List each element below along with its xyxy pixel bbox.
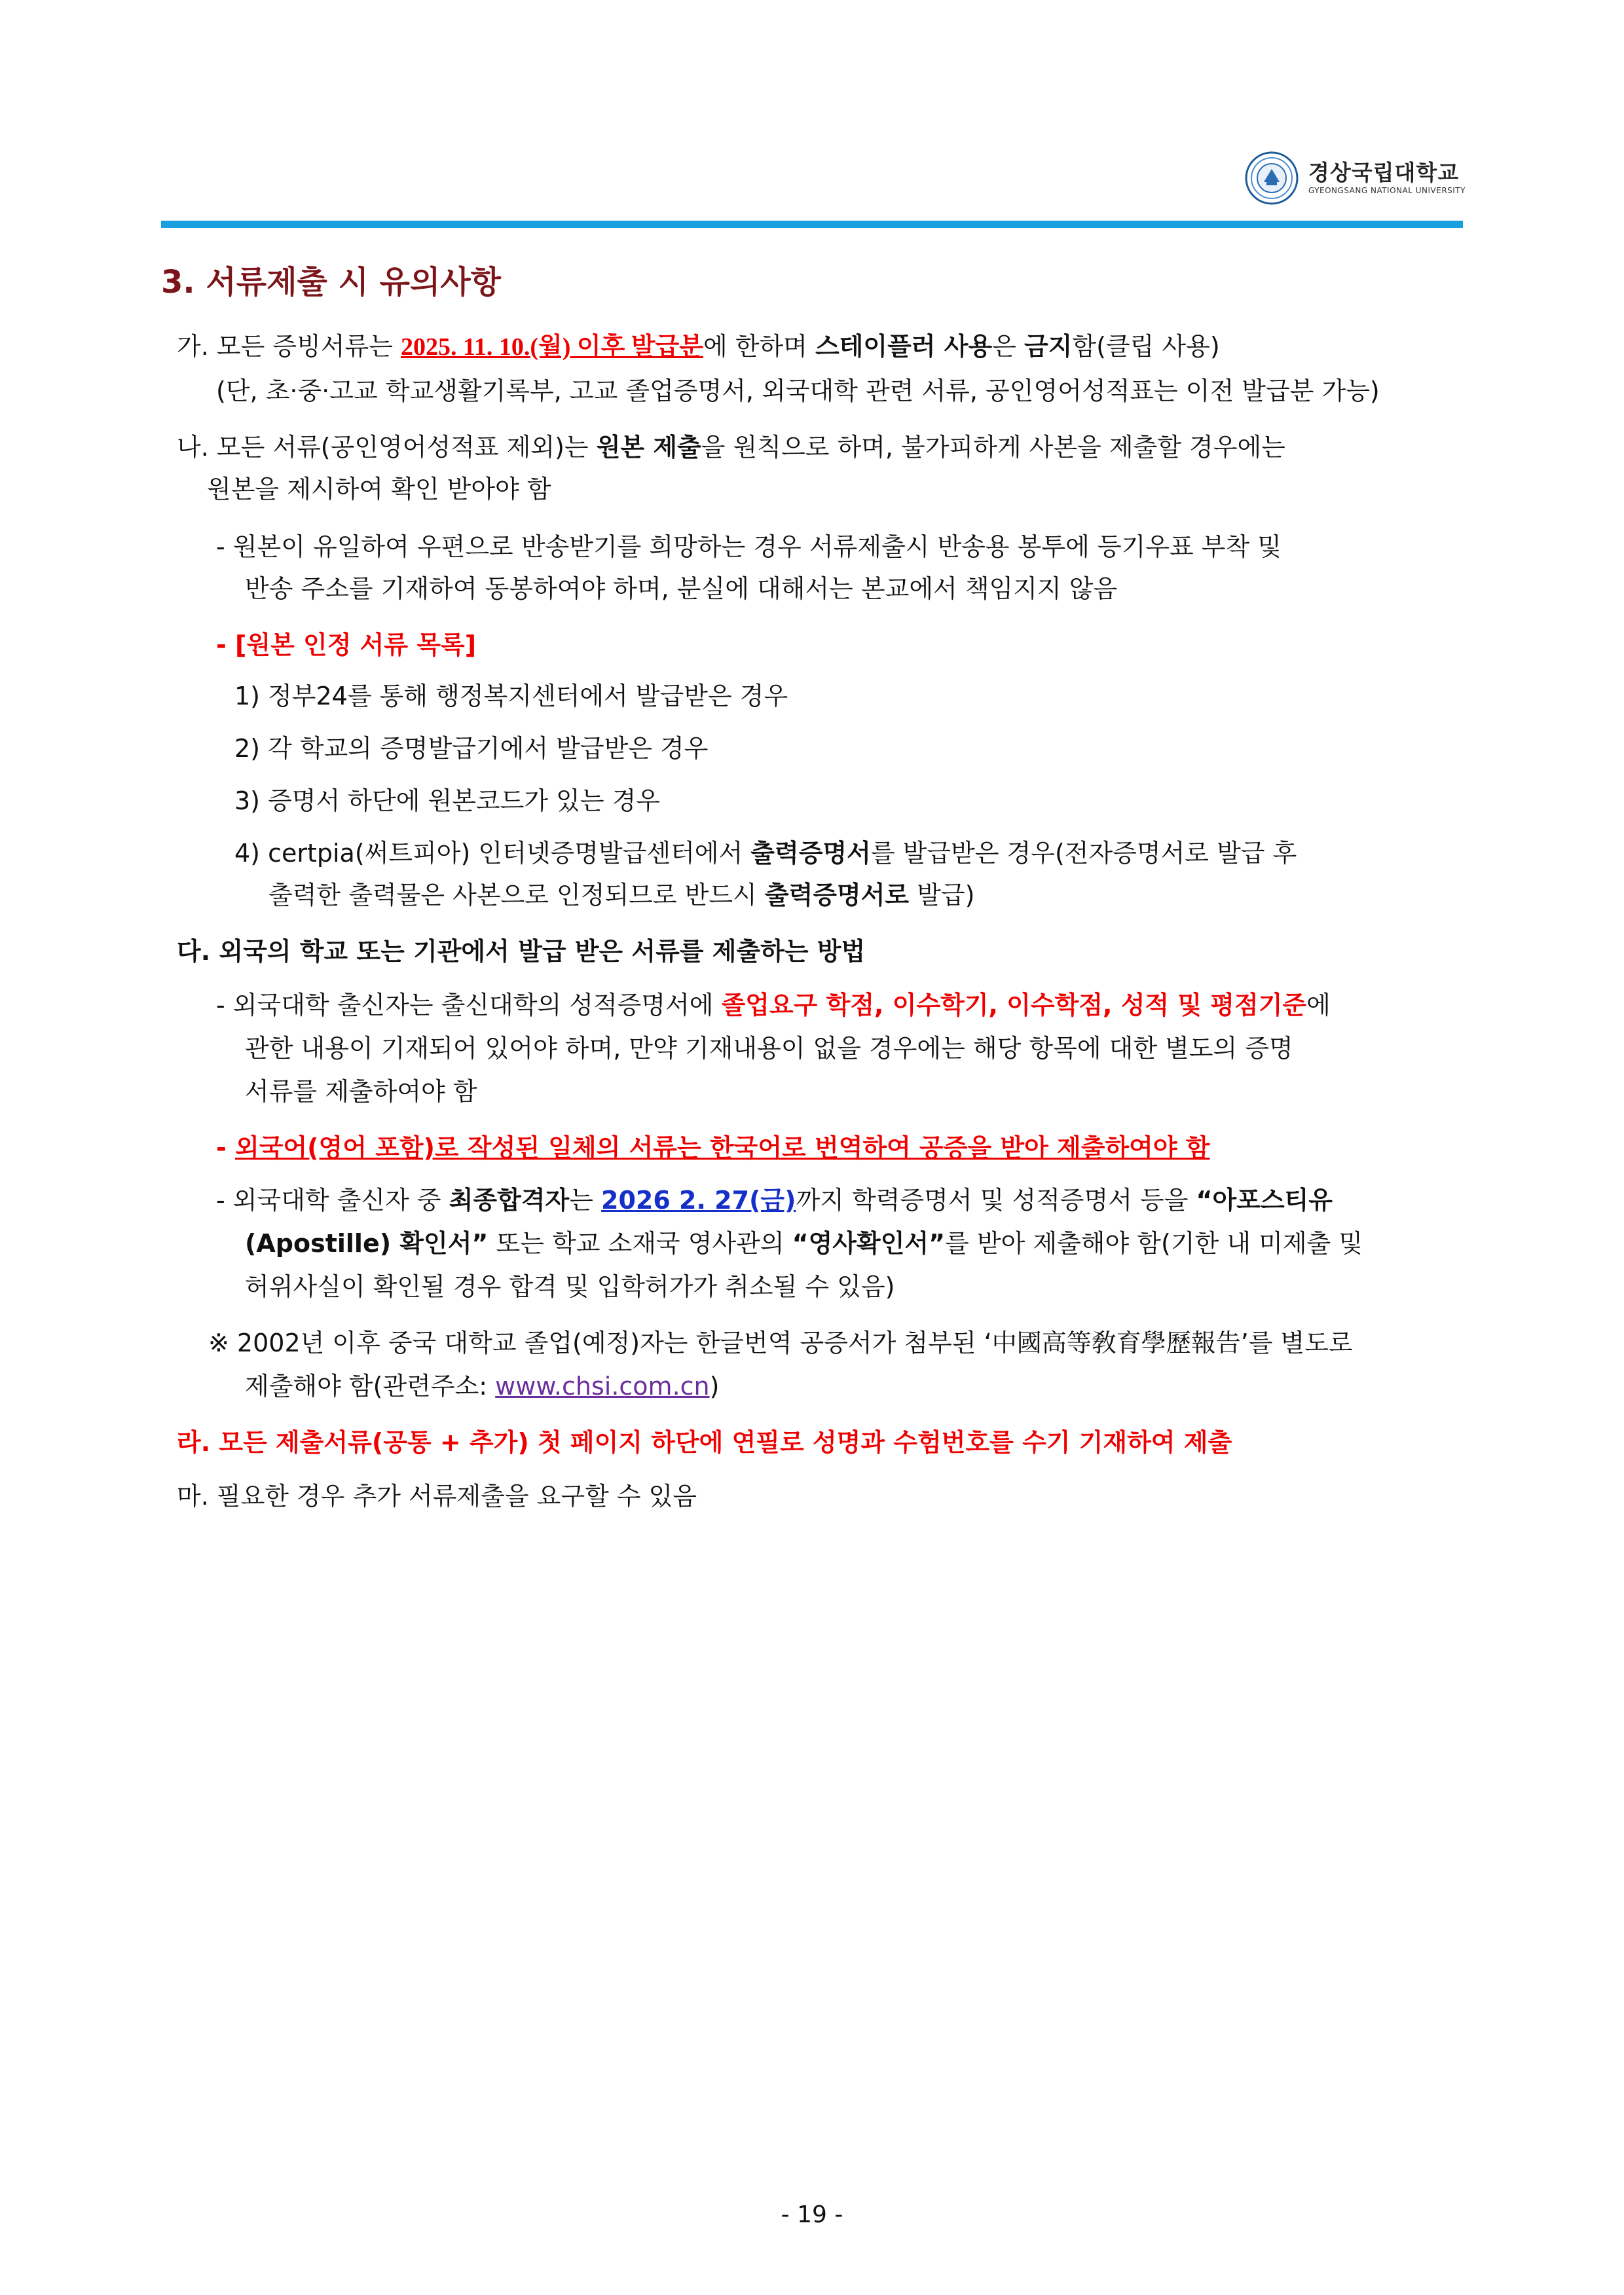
text-segment: 에 한하며 <box>703 332 815 361</box>
university-name: 경상국립대학교 <box>1308 160 1460 185</box>
print-certificate-bold: 출력증명서 <box>750 839 871 868</box>
final-admittee-bold: 최종합격자 <box>449 1186 570 1215</box>
item-da-sub2 <box>216 1131 1210 1164</box>
consular-confirmation-bold: “영사확인서” <box>792 1229 946 1258</box>
item-ga-line1 <box>177 330 1220 363</box>
item-ra: 라. 모든 제출서류(공통 + 추가) 첫 페이지 하단에 연필로 성명과 수험번호를 수기 기재하여 제출 <box>177 1428 1232 1457</box>
item-na-line2: 원본을 제시하여 확인 받아야 함 <box>207 475 551 504</box>
text-segment: 출력한 출력물은 사본으로 인정되므로 반드시 <box>268 881 765 909</box>
stapler-bold: 스테이플러 사용 <box>815 332 993 361</box>
item-da-sub3-line2 <box>245 1227 1363 1260</box>
text-segment: 를 받아 제출해야 함(기한 내 미제출 및 <box>945 1229 1363 1258</box>
item-da-title: 다. 외국의 학교 또는 기관에서 발급 받은 서류를 제출하는 방법 <box>177 937 866 966</box>
text-segment: 모든 서류(공인영어성적표 제외)는 <box>208 433 597 462</box>
text-segment: 을 원칙으로 하며, 불가피하게 사본을 제출할 경우에는 <box>701 433 1285 462</box>
original-list-title: - [원본 인정 서류 목록] <box>216 631 477 659</box>
text-segment: 는 <box>569 1186 602 1215</box>
item-ga-line2: (단, 초·중·고교 학교생활기록부, 고교 졸업증명서, 외국대학 관련 서류, 공인영어성적표는 이전 발급분 가능) <box>216 376 1380 405</box>
text-segment: 모든 증빙서류는 <box>208 332 401 361</box>
ban-bold: 금지 <box>1024 332 1073 361</box>
text-segment: 은 <box>992 332 1024 361</box>
item-na-sub1-line1: - 원본이 유일하여 우편으로 반송받기를 희망하는 경우 서류제출시 반송용 봉투에 등기우표 부착 및 <box>216 532 1282 561</box>
text-segment: - <box>216 1133 236 1162</box>
original-list-item-1: 1) 정부24를 통해 행정복지센터에서 발급받은 경우 <box>234 682 788 710</box>
text-segment: - 외국대학 출신자 중 <box>216 1186 449 1215</box>
section-title: 3. 서류제출 시 유의사항 <box>161 264 502 301</box>
item-da-sub1-line3: 서류를 제출하여야 함 <box>245 1077 477 1106</box>
page-number: - 19 - <box>781 2201 843 2228</box>
text-segment: 또는 학교 소재국 영사관의 <box>488 1229 792 1258</box>
translation-notice: 외국어(영어 포함)로 작성된 일체의 서류는 한국어로 번역하여 공증을 받아 제출하여야 함 <box>235 1133 1210 1162</box>
text-segment: - 외국대학 출신자는 출신대학의 성적증명서에 <box>216 991 722 1019</box>
university-emblem-icon <box>1244 151 1299 206</box>
text-segment: ) <box>709 1372 720 1401</box>
text-segment: 에 <box>1306 991 1331 1019</box>
header-divider <box>161 221 1463 228</box>
original-submission-bold: 원본 제출 <box>596 433 701 462</box>
item-da-sub3-line1 <box>216 1184 1333 1217</box>
text-segment: 제출해야 함(관련주소: <box>245 1372 496 1401</box>
text-segment: 발급) <box>909 881 975 909</box>
text-segment: 까지 학력증명서 및 성적증명서 등을 <box>796 1186 1196 1215</box>
item-ga-marker: 가. <box>177 332 209 361</box>
original-list-item-2: 2) 각 학교의 증명발급기에서 발급받은 경우 <box>234 734 709 763</box>
print-certificate-bold-2: 출력증명서로 <box>764 881 910 909</box>
issue-date-highlight: 2025. 11. 10.(월) 이후 발급분 <box>401 333 703 361</box>
apostille-bold: “아포스티유 <box>1196 1186 1333 1215</box>
china-note-line2 <box>245 1370 719 1403</box>
graduation-requirements-highlight: 졸업요구 학점, 이수학기, 이수학점, 성적 및 평점기준 <box>721 991 1307 1019</box>
text-segment: 4) certpia(써트피아) 인터넷증명발급센터에서 <box>234 839 751 868</box>
item-da-sub3-line3: 허위사실이 확인될 경우 합격 및 입학허가가 취소될 수 있음) <box>245 1272 895 1301</box>
text-segment: 함(클립 사용) <box>1072 332 1220 361</box>
original-list-item-4-line1 <box>234 837 1297 870</box>
item-da-sub1-line1 <box>216 989 1331 1021</box>
university-logo <box>1244 151 1480 206</box>
original-list-item-3: 3) 증명서 하단에 원본코드가 있는 경우 <box>234 786 661 815</box>
apostille-confirmation-bold: (Apostille) 확인서” <box>245 1229 489 1258</box>
china-note-line1: ※ 2002년 이후 중국 대학교 졸업(예정)자는 한글번역 공증서가 첨부된 ‘中國高等敎育學歷報告’를 별도로 <box>208 1329 1353 1357</box>
item-na-line1 <box>177 431 1285 464</box>
original-list-item-4-line2 <box>268 879 974 911</box>
chsi-link[interactable]: www.chsi.com.cn <box>495 1372 710 1401</box>
deadline-date: 2026 2. 27(금) <box>601 1186 796 1215</box>
item-na-sub1-line2: 반송 주소를 기재하여 동봉하여야 하며, 분실에 대해서는 본교에서 책임지지 않음 <box>245 574 1118 603</box>
item-da-sub1-line2: 관한 내용이 기재되어 있어야 하며, 만약 기재내용이 없을 경우에는 해당 항목에 대한 별도의 증명 <box>245 1034 1293 1063</box>
item-na-marker: 나. <box>177 433 209 462</box>
text-segment: 를 발급받은 경우(전자증명서로 발급 후 <box>870 839 1297 868</box>
item-ma: 마. 필요한 경우 추가 서류제출을 요구할 수 있음 <box>177 1482 697 1511</box>
university-name-english: GYEONGSANG NATIONAL UNIVERSITY <box>1308 186 1466 195</box>
